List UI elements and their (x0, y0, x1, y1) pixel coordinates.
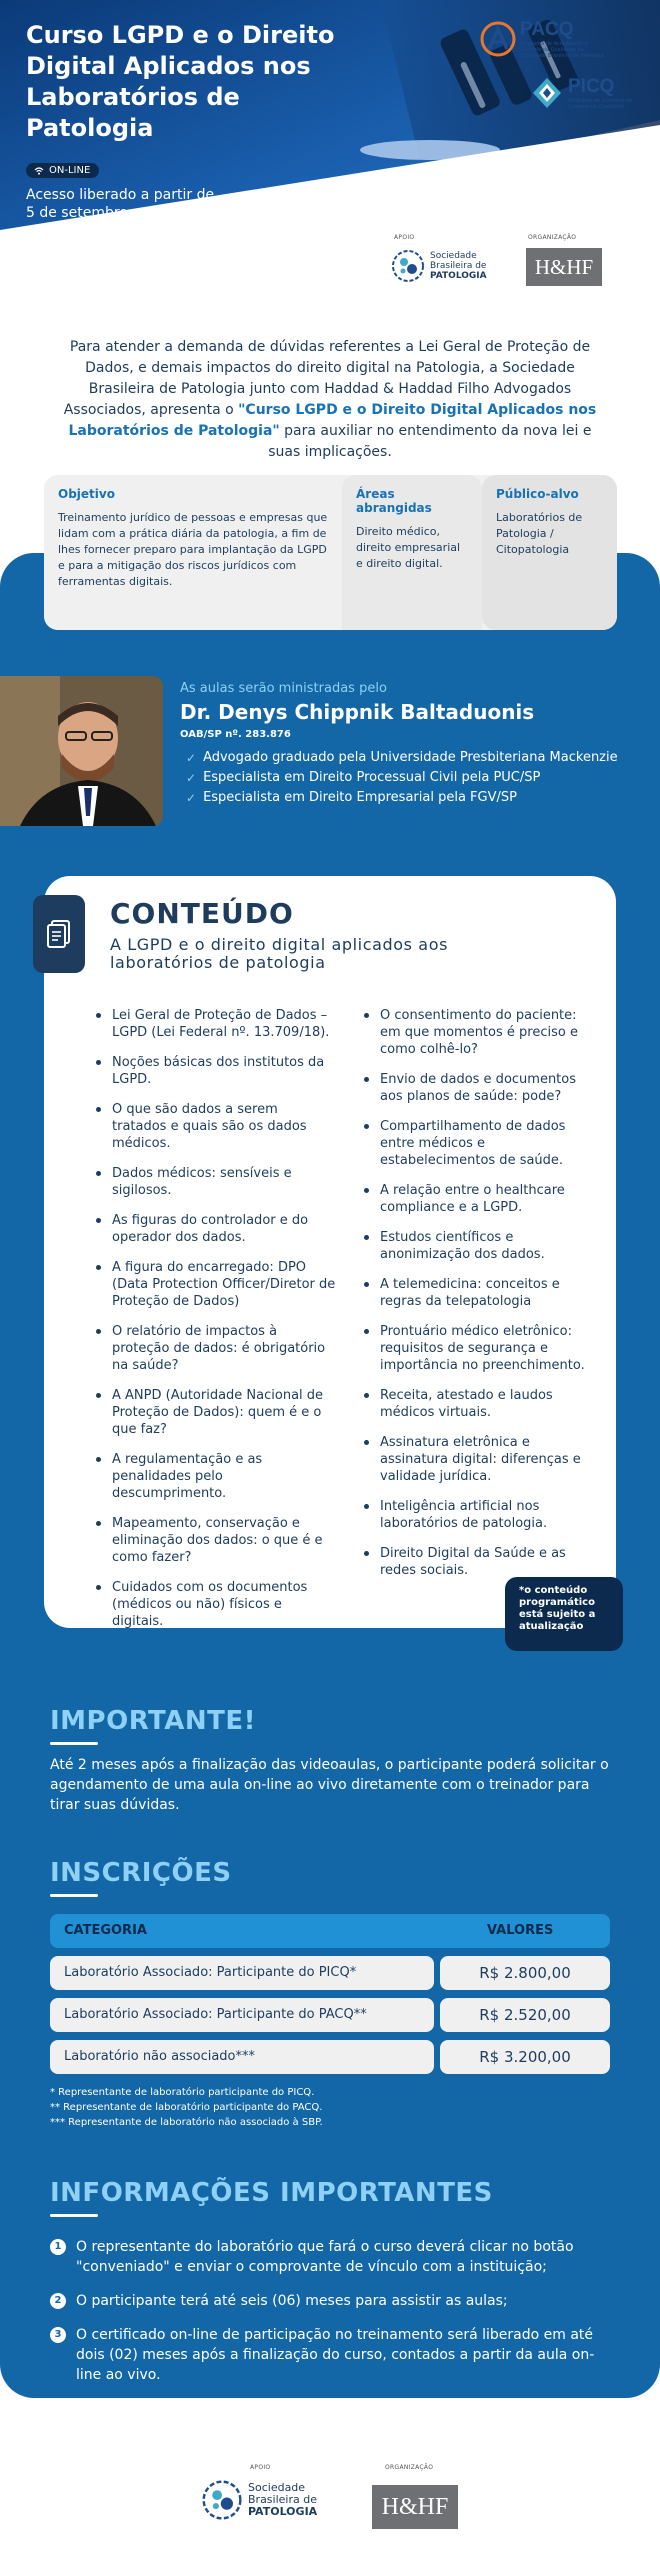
footer-hhf-logo: H&HF (372, 2485, 458, 2529)
topic-item: Envio de dados e documentos aos planos de saúde: pode? (364, 1071, 596, 1105)
objective-card (44, 475, 342, 630)
info-list (50, 2237, 616, 2399)
topic-item: Dados médicos: sensíveis e sigilosos. (96, 1165, 336, 1199)
sbp-mark-icon (390, 248, 426, 284)
topic-item: Noções básicas dos institutos da LGPD. (96, 1054, 336, 1088)
sbp-line1: Sociedade (430, 251, 477, 261)
topic-item: O consentimento do paciente: em que momentos é preciso e como colhê-lo? (364, 1007, 596, 1058)
topic-item: A relação entre o healthcare compliance e a LGPD. (364, 1182, 596, 1216)
topics-left (96, 1007, 336, 1643)
important-title: IMPORTANTE! (50, 1706, 257, 1736)
topic-item: Assinatura eletrônica e assinatura digital: diferenças e validade jurídica. (364, 1434, 596, 1485)
header-sponsors (388, 234, 628, 290)
speaker-portrait-image (0, 676, 163, 826)
areas-card (342, 475, 482, 630)
topic-item: Mapeamento, conservação e eliminação dos dados: o que é e como fazer? (96, 1515, 336, 1566)
price-footnotes (50, 2085, 610, 2130)
topic-item: A figura do encarregado: DPO (Data Protection Officer/Diretor de Proteção de Dados) (96, 1259, 336, 1310)
info-underline (50, 2214, 98, 2217)
intro-highlight: "Curso LGPD e o Direito Digital Aplicados nos Laboratórios de Patologia" (68, 402, 597, 439)
document-icon (46, 919, 72, 949)
intro-paragraph (60, 337, 600, 463)
table-row-category: Laboratório não associado*** (50, 2040, 434, 2074)
online-badge (26, 163, 99, 178)
speaker-intro: As aulas serão ministradas pelo (180, 681, 387, 696)
topic-item: Lei Geral de Proteção de Dados – LGPD (Lei Federal nº. 13.709/18). (96, 1007, 336, 1041)
important-underline (50, 1742, 98, 1745)
footnote: ** Representante de laboratório participante do PACQ. (50, 2102, 323, 2113)
picq-name: PICQ (568, 76, 615, 97)
content-subtitle: A LGPD e o direito digital aplicados aos laboratórios de patologia (110, 935, 449, 972)
hhf-logo: H&HF (526, 248, 602, 286)
credential-item (186, 748, 618, 768)
sbp-line2: Brasileira de (430, 261, 487, 271)
public-card (482, 475, 617, 630)
check-icon: ✓ (186, 771, 197, 785)
info-title: INFORMAÇÕES IMPORTANTES (50, 2178, 493, 2208)
document-tab (33, 895, 85, 973)
topic-item: A regulamentação e as penalidades pelo descumprimento. (96, 1451, 336, 1502)
picq-subtitle: Programa de Incentivo ao Controle da Qualidade (568, 98, 633, 110)
topic-item: Estudos científicos e anonimização dos dados. (364, 1229, 596, 1263)
intro-text-start: Para atender a demanda de dúvidas referentes a Lei Geral de Proteção de Dados, e demais impactos do direito digital na Patologia, a Sociedade Brasileira de Patologia junto com Haddad & Haddad Filho Advogados Associados, apresenta o (63, 339, 591, 418)
support-label: APOIO (394, 234, 415, 241)
organization-label: ORGANIZAÇÃO (528, 234, 577, 241)
info-item (50, 2237, 616, 2277)
footnote: *** Representante de laboratório não associado à SBP. (50, 2117, 323, 2128)
credential-text: Especialista em Direito Empresarial pela FGV/SP (203, 790, 517, 805)
topic-item: Compartilhamento de dados entre médicos e estabelecimentos de saúde. (364, 1118, 596, 1169)
footer-sbp-line2: Brasileira de (248, 2493, 317, 2506)
speaker-photo (0, 676, 163, 826)
intro-text-end: para auxiliar no entendimento da nova lei e suas implicações. (268, 423, 592, 460)
course-title: Curso LGPD e o Direito Digital Aplicados nos Laboratórios de Patologia (26, 21, 335, 142)
speaker-name: Dr. Denys Chippnik Baltaduonis (180, 700, 535, 724)
pacq-logo (480, 16, 650, 62)
topic-item: O relatório de impactos à proteção de dados: é obrigatório na saúde? (96, 1323, 336, 1374)
topic-item: As figuras do controlador e do operador dos dados. (96, 1212, 336, 1246)
table-row-category: Laboratório Associado: Participante do PICQ* (50, 1956, 434, 1990)
header-banner (0, 0, 660, 290)
public-text: Laboratórios de Patologia / Citopatologia (496, 511, 583, 556)
credential-item (186, 768, 618, 788)
public-title: Público-alvo (496, 487, 579, 501)
objective-title: Objetivo (58, 487, 115, 501)
sbp-mark-icon (200, 2478, 244, 2522)
speaker-credentials (186, 748, 618, 808)
topic-item: A telemedicina: conceitos e regras da telepatologia (364, 1276, 596, 1310)
credential-text: Especialista em Direito Processual Civil pela PUC/SP (203, 770, 541, 785)
topic-item: Prontuário médico eletrônico: requisitos de segurança e importância no preenchimento. (364, 1323, 596, 1374)
registration-title: INSCRIÇÕES (50, 1858, 232, 1888)
check-icon: ✓ (186, 791, 197, 805)
topic-item: Receita, atestado e laudos médicos virtuais. (364, 1387, 596, 1421)
number-badge: 3 (50, 2327, 66, 2343)
pacq-subtitle: Programa de Acreditação e Controle da Qualidade da Sociedade Brasileira de Patologia (520, 41, 604, 59)
areas-text: Direito médico, direito empresarial e direito digital. (356, 525, 461, 570)
sbp-logo (390, 248, 487, 284)
footer-organization-label: ORGANIZAÇÃO (385, 2464, 434, 2471)
wifi-icon (34, 167, 44, 175)
picq-logo (530, 70, 658, 116)
table-row-value: R$ 2.520,00 (440, 1998, 610, 2032)
credential-text: Advogado graduado pela Universidade Presbiteriana Mackenzie (203, 750, 618, 765)
topic-item: Inteligência artificial nos laboratórios de patologia. (364, 1498, 596, 1532)
footer-sbp-logo (200, 2478, 317, 2522)
number-badge: 2 (50, 2293, 66, 2309)
footer-sbp-line1: Sociedade (248, 2481, 306, 2494)
important-text: Até 2 meses após a finalização das videoaulas, o participante poderá solicitar o agendamento de uma aula on-line ao vivo diretamente com o treinador para tirar suas dúvidas. (50, 1757, 609, 1813)
speaker-oab: OAB/SP nº. 283.876 (180, 729, 291, 740)
picq-mark-icon (530, 76, 564, 110)
number-badge: 1 (50, 2239, 66, 2255)
topics-right (364, 1007, 596, 1592)
topic-item: Cuidados com os documentos (médicos ou não) físicos e digitais. (96, 1579, 336, 1630)
table-row-value: R$ 2.800,00 (440, 1956, 610, 1990)
info-text: O representante do laboratório que fará o curso deverá clicar no botão "conveniado" e enviar o comprovante de vínculo com a instituição; (76, 2239, 574, 2275)
column-category: CATEGORIA (64, 1923, 147, 1938)
pacq-mark-icon (480, 21, 516, 57)
areas-title: Áreas abrangidas (356, 487, 432, 515)
table-row-value: R$ 3.200,00 (440, 2040, 610, 2074)
speaker-section (0, 676, 660, 826)
online-label: ON-LINE (49, 165, 91, 176)
topic-item: A ANPD (Autoridade Nacional de Proteção de Dados): quem é e o que faz? (96, 1387, 336, 1438)
pacq-name: PACQ (520, 19, 574, 40)
footer-sbp-line3: PATOLOGIA (248, 2505, 318, 2518)
credential-item (186, 788, 618, 808)
info-item (50, 2291, 616, 2311)
info-item (50, 2325, 616, 2385)
check-icon: ✓ (186, 751, 197, 765)
access-date: Acesso liberado a partir de 5 de setembro (26, 187, 215, 221)
content-note: *o conteúdo programático está sujeito a atualização (505, 1577, 623, 1651)
table-row-category: Laboratório Associado: Participante do PACQ** (50, 1998, 434, 2032)
content-title: CONTEÚDO (110, 897, 294, 930)
info-cards (44, 475, 617, 630)
footer-support-label: APOIO (250, 2464, 271, 2471)
info-text: O certificado on-line de participação no treinamento será liberado em até dois (02) meses após a finalização do curso, contados a partir da aula on-line ao vivo. (76, 2327, 595, 2383)
footnote: * Representante de laboratório participante do PICQ. (50, 2087, 315, 2098)
registration-underline (50, 1894, 98, 1897)
objective-text: Treinamento jurídico de pessoas e empresas que lidam com a prática diária da patologia, a fim de lhes fornecer preparo para implantação da LGPD e para a mitigação dos riscos jurídicos com ferramentas digitais. (58, 511, 328, 588)
topic-item: Direito Digital da Saúde e as redes sociais. (364, 1545, 596, 1579)
sbp-line3: PATOLOGIA (430, 271, 487, 281)
price-table-header (50, 1914, 610, 1948)
info-text: O participante terá até seis (06) meses para assistir as aulas; (76, 2293, 508, 2309)
column-values: VALORES (487, 1923, 554, 1938)
topic-item: O que são dados a serem tratados e quais são os dados médicos. (96, 1101, 336, 1152)
